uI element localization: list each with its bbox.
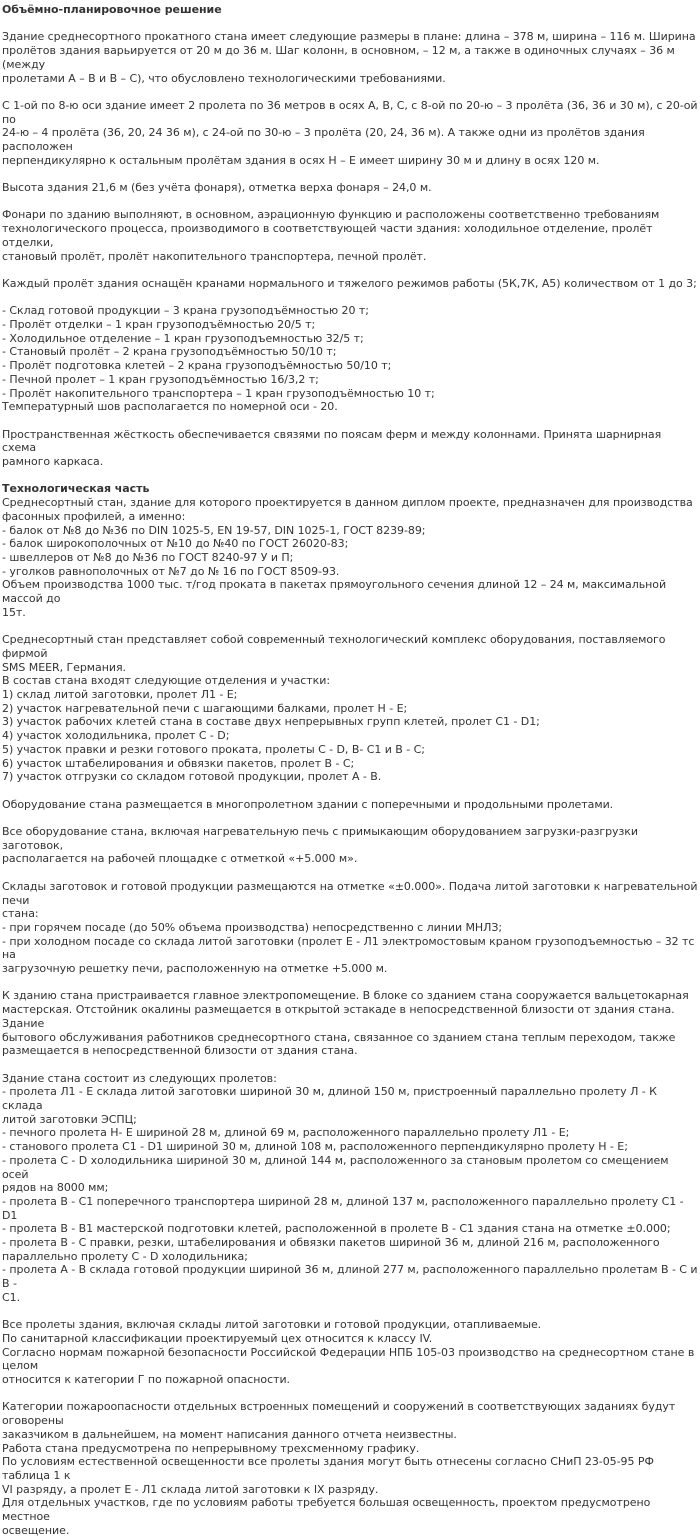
- paragraph: [2, 3, 698, 17]
- text-line: располагается на рабочей площадке с отметкой «+5.000 м».: [2, 852, 358, 866]
- text-line: фасонных профилей, а именно:: [2, 509, 186, 523]
- text-line: - балок широкополочных от №10 до №40 по ГОСТ 26020-83;: [2, 537, 349, 551]
- paragraph: [2, 1318, 698, 1387]
- text-line: пролетами А – В и В – С), что обусловлено технологическими требованиями.: [2, 71, 446, 85]
- text-line: мастерская. Отстойник окалины размещается в открытой эстакаде в непосредственной близости от здания стана. Здание: [2, 1003, 675, 1030]
- paragraph: [2, 989, 698, 1058]
- text-line: - Холодильное отделение – 1 кран грузоподъемностью 32/5 т;: [2, 331, 364, 345]
- text-line: 5) участок правки и резки готового проката, пролеты С - D, В- С1 и В - С;: [2, 742, 425, 756]
- text-line: Здание стана состоит из следующих пролетов:: [2, 1071, 277, 1085]
- text-line: - пролета В - С1 поперечного транспортера шириной 28 м, длиной 137 м, расположенного параллельно пролету С1 - D1: [2, 1194, 684, 1222]
- text-line: перпендикулярно к остальным пролётам здания в осях Н – Е имеет ширину 30 м и длину в осях 120 м.: [2, 153, 600, 167]
- paragraph: [2, 99, 698, 168]
- text-line: пролётов здания варьируется от 20 м до 36 м. Шаг колонн, в основном, – 12 м, а также в одиночных случаях – 36 м (между: [2, 44, 675, 71]
- text-line: Все оборудование стана, включая нагревательную печь с примыкающим оборудованием загрузки-разгрузки заготовок,: [2, 825, 638, 852]
- text-line: Здание среднесортного прокатного стана имеет следующие размеры в плане: длина – 378 м, ширина – 116 м. Ширина: [2, 30, 696, 44]
- text-line: SMS MEER, Германия.: [2, 660, 126, 674]
- text-line: технологического процесса, производимого в соответствующей части здания: холодильное отделение, пролёт отделки,: [2, 222, 653, 249]
- text-line: К зданию стана пристраивается главное электропомещение. В блоке со зданием стана сооружается вальцетокарная: [2, 989, 689, 1003]
- text-line: освещение.: [2, 1523, 70, 1537]
- text-line: - балок от №8 до №36 по DIN 1025-5, EN 19-57, DIN 1025-1, ГОСТ 8239-89;: [2, 523, 426, 537]
- text-line: - пролета А - В склада готовой продукции шириной 36 м, длиной 277 м, расположенного параллельно пролетам В - С и В -: [2, 1263, 698, 1291]
- text-line: бытового обслуживания работников среднесортного стана, связанное со зданием стана теплым переходом, также: [2, 1030, 676, 1044]
- text-line: 7) участок отгрузки со складом готовой продукции, пролет А - В.: [2, 770, 382, 784]
- paragraph: [2, 181, 698, 195]
- text-line: - Пролёт отделки – 1 кран грузоподъёмностью 20/5 т;: [2, 318, 316, 332]
- text-line: По санитарной классификации проектируемый цех относится к классу IV.: [2, 1331, 433, 1345]
- text-line: Фонари по зданию выполняют, в основном, аэрационную функцию и расположены соответственно требованиям: [2, 208, 660, 222]
- text-line: рядов на 8000 мм;: [2, 1181, 109, 1195]
- paragraph: [2, 633, 698, 784]
- text-line: - Пролёт подготовка клетей – 2 крана грузоподъёмностью 50/10 т;: [2, 359, 392, 373]
- text-line: - пролета Л1 - Е склада литой заготовки шириной 30 м, длиной 150 м, пристроенный параллельно пролету Л - К склада: [2, 1085, 657, 1113]
- text-line: - пролета С - D холодильника шириной 30 м, длиной 144 м, расположенного за становым пролетом со смещением осей: [2, 1153, 669, 1181]
- text-line: Пространственная жёсткость обеспечивается связями по поясам ферм и между колоннами. Принята шарнирная схема: [2, 427, 662, 455]
- text-line: относится к категории Г по пожарной опасности.: [2, 1373, 290, 1387]
- text-line: - печного пролета Н- Е шириной 28 м, длиной 69 м, расположенного параллельно пролету Л1 - Е;: [2, 1126, 570, 1140]
- paragraph: [2, 798, 698, 812]
- text-line: С1.: [2, 1290, 21, 1304]
- text-line: В состав стана входят следующие отделения и участки:: [2, 674, 330, 688]
- paragraph: [2, 482, 698, 619]
- section-heading: Технологическая часть: [2, 482, 150, 496]
- text-line: - уголков равнополочных от №7 до № 16 по ГОСТ 8509-93.: [2, 564, 340, 578]
- text-line: Каждый пролёт здания оснащён кранами нормального и тяжелого режимов работы (5К,7К, А5) количеством от 1 до 3;: [2, 276, 697, 290]
- text-line: заказчиком в дальнейшем, на момент написания данного отчета неизвестны.: [2, 1427, 457, 1441]
- text-line: - при холодном посаде со склада литой заготовки (пролет Е - Л1 электромостовым краном грузоподъемностью – 32 тс на: [2, 934, 695, 962]
- text-line: Высота здания 21,6 м (без учёта фонаря), отметка верха фонаря – 24,0 м.: [2, 181, 432, 195]
- paragraph: [2, 880, 698, 976]
- text-line: - Печной пролет – 1 кран грузоподъёмностью 16/3,2 т;: [2, 372, 319, 386]
- paragraph: [2, 277, 698, 291]
- text-line: - пролета В - С правки, резки, штабелирования и обвязки пакетов шириной 36 м, длиной 216 м, расположенного: [2, 1236, 660, 1250]
- text-line: - Пролёт накопительного транспортера – 1 кран грузоподъёмностью 10 т;: [2, 386, 435, 400]
- text-line: - станового пролета С1 - D1 шириной 30 м, длиной 108 м, расположенного перпендикулярно пролету Н - Е;: [2, 1140, 628, 1154]
- text-line: Объем производства 1000 тыс. т/год проката в пакетах прямоугольного сечения длиной 12 – 24 м, максимальной массой до: [2, 578, 667, 606]
- paragraph: [2, 208, 698, 263]
- text-line: 6) участок штабелирования и обвязки пакетов, пролет В - С;: [2, 756, 355, 770]
- paragraph: [2, 1400, 698, 1537]
- text-line: литой заготовки ЭСПЦ;: [2, 1112, 137, 1126]
- text-line: Для отдельных участков, где по условиям работы требуется большая освещенность, проектом предусмотрено местное: [2, 1496, 651, 1524]
- paragraph: [2, 825, 698, 866]
- text-line: стана:: [2, 907, 39, 921]
- text-line: 15т.: [2, 605, 26, 619]
- paragraph: [2, 1072, 698, 1305]
- paragraph: [2, 428, 698, 469]
- text-line: - пролета В - В1 мастерской подготовки клетей, расположенной в пролете В - С1 здания стана на отметке ±0.000;: [2, 1222, 671, 1236]
- text-line: Все пролеты здания, включая склады литой заготовки и готовой продукции, отапливаемые.: [2, 1318, 542, 1332]
- text-line: - Становый пролёт – 2 крана грузоподъёмностью 50/10 т;: [2, 345, 337, 359]
- text-line: 1) склад литой заготовки, пролет Л1 - Е;: [2, 688, 238, 702]
- text-line: Оборудование стана размещается в многопролетном здании с поперечными и продольными пролетами.: [2, 797, 614, 811]
- text-line: рамного каркаса.: [2, 455, 104, 469]
- section-heading: Объёмно-планировочное решение: [2, 3, 222, 16]
- text-line: - швеллеров от №8 до №36 по ГОСТ 8240-97 У и П;: [2, 551, 294, 564]
- text-line: С 1-ой по 8-ю оси здание имеет 2 пролета по 36 метров в осях А, В, С, с 8-ой по 20-ю – 3 пролёта (36, 36 и 30 м), с 20-ой по: [2, 98, 698, 126]
- text-line: Среднесортный стан, здание для которого проектируется в данном диплом проекте, предназначен для производства: [2, 496, 693, 510]
- text-line: становый пролёт, пролёт накопительного транспортера, печной пролёт.: [2, 249, 427, 263]
- text-line: Категории пожароопасности отдельных встроенных помещений и сооружений в соответствующих заданиях будут оговорены: [2, 1400, 676, 1428]
- text-line: - Склад готовой продукции – 3 крана грузоподъёмностью 20 т;: [2, 304, 369, 318]
- text-line: По условиям естественной освещенности все пролеты здания могут быть отнесены согласно СНиП 23-05-95 РФ таблица 1 к: [2, 1455, 654, 1482]
- text-line: Работа стана предусмотрена по непрерывному трехсменному графику.: [2, 1441, 420, 1455]
- text-line: Склады заготовок и готовой продукции размещаются на отметке «±0.000». Подача литой заготовки к нагревательной печи: [2, 879, 698, 907]
- text-line: 4) участок холодильника, пролет С - D;: [2, 729, 230, 743]
- text-line: размещается в непосредственной близости от здания стана.: [2, 1044, 358, 1058]
- text-line: параллельно пролету С - D холодильника;: [2, 1249, 248, 1263]
- text-line: VI разряду, а пролет Е - Л1 склада литой заготовки к IX разряду.: [2, 1482, 379, 1496]
- text-line: Температурный шов располагается по номерной оси - 20.: [2, 400, 338, 414]
- paragraph: [2, 30, 698, 85]
- paragraph: [2, 304, 698, 414]
- text-line: 3) участок рабочих клетей стана в составе двух непрерывных групп клетей, пролет С1 - D1;: [2, 715, 540, 729]
- text-line: 24-ю – 4 пролёта (36, 20, 24 36 м), с 24-ой по 30-ю – 3 пролёта (20, 24, 36 м). А также одни из пролётов здания расположен: [2, 126, 645, 153]
- text-line: 2) участок нагревательной печи с шагающими балками, пролет Н - Е;: [2, 701, 408, 715]
- text-line: загрузочную решетку печи, расположенную на отметке +5.000 м.: [2, 962, 388, 976]
- text-line: - при горячем посаде (до 50% объема производства) непосредственно с линии МНЛЗ;: [2, 920, 503, 934]
- text-line: Среднесортный стан представляет собой современный технологический комплекс оборудования, поставляемого фирмой: [2, 633, 666, 660]
- text-line: Согласно нормам пожарной безопасности Российской Федерации НПБ 105-03 производство на среднесортном стане в целом: [2, 1345, 695, 1373]
